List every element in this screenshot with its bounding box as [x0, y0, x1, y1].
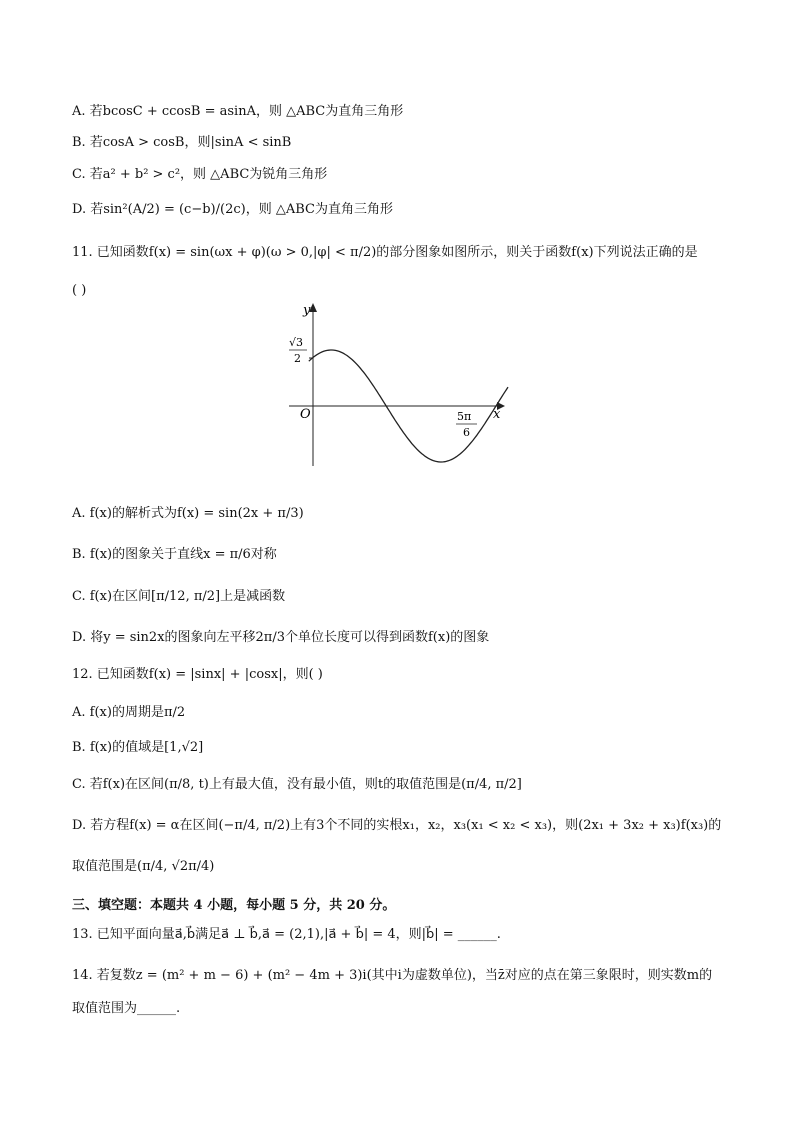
origin-label: O [300, 407, 311, 422]
sine-function-graph [283, 298, 513, 470]
question-12-stem: 12. 已知函数f(x) = |sinx| + |cosx|，则( ) [72, 667, 323, 682]
option-12c: C. 若f(x)在区间(π/8, t)上有最大值，没有最小值，则t的取值范围是(π/4, π/2] [72, 777, 522, 792]
question-14: 14. 若复数z = (m² + m − 6) + (m² − 4m + 3)i(其中i为虚数单位)，当z̄对应的点在第三象限时，则实数m的 [72, 968, 713, 983]
option-11d: D. 将y = sin2x的图象向左平移2π/3个单位长度可以得到函数f(x)的图象 [72, 630, 490, 645]
option-12d-continued: 取值范围是(π/4, √2π/4) [72, 859, 215, 874]
option-10a: A. 若bcosC + ccosB = asinA，则 △ABC为直角三角形 [72, 104, 404, 119]
section-heading: 三、填空题：本题共 4 小题，每小题 5 分，共 20 分。 [72, 898, 396, 913]
question-11-paren: ( ) [72, 283, 87, 298]
option-10d: D. 若sin²(A/2) = (c−b)/(2c)，则 △ABC为直角三角形 [72, 202, 393, 217]
option-10b: B. 若cosA > cosB，则|sinA < sinB [72, 135, 292, 150]
x-tick-label-numerator: 5π [457, 410, 472, 423]
y-tick-label-numerator: √3 [289, 336, 304, 349]
option-12b: B. f(x)的值域是[1,√2] [72, 740, 204, 755]
option-12d: D. 若方程f(x) = α在区间(−π/4, π/2)上有3个不同的实根x₁，x₂，x₃(x₁ < x₂ < x₃)，则(2x₁ + 3x₂ + x₃)f(x₃)的 [72, 818, 722, 833]
question-11-stem: 11. 已知函数f(x) = sin(ωx + φ)(ω > 0,|φ| < π/2)的部分图象如图所示，则关于函数f(x)下列说法正确的是 [72, 245, 698, 260]
option-11b: B. f(x)的图象关于直线x = π/6对称 [72, 547, 277, 562]
option-10c: C. 若a² + b² > c²，则 △ABC为锐角三角形 [72, 167, 328, 182]
y-axis-label: y [303, 303, 311, 318]
x-axis-label: x [493, 407, 501, 422]
option-11c: C. f(x)在区间[π/12, π/2]上是减函数 [72, 589, 286, 604]
x-tick-label-denominator: 6 [463, 426, 470, 439]
y-tick-label-denominator: 2 [294, 352, 301, 365]
option-12a: A. f(x)的周期是π/2 [72, 705, 186, 720]
question-14-continued: 取值范围为______. [72, 1001, 181, 1016]
question-13: 13. 已知平面向量a⃗,b⃗满足a⃗ ⊥ b⃗,a⃗ = (2,1),|a⃗ + b⃗| = 4，则|b⃗| = ______. [72, 927, 501, 942]
option-11a: A. f(x)的解析式为f(x) = sin(2x + π/3) [72, 506, 304, 521]
